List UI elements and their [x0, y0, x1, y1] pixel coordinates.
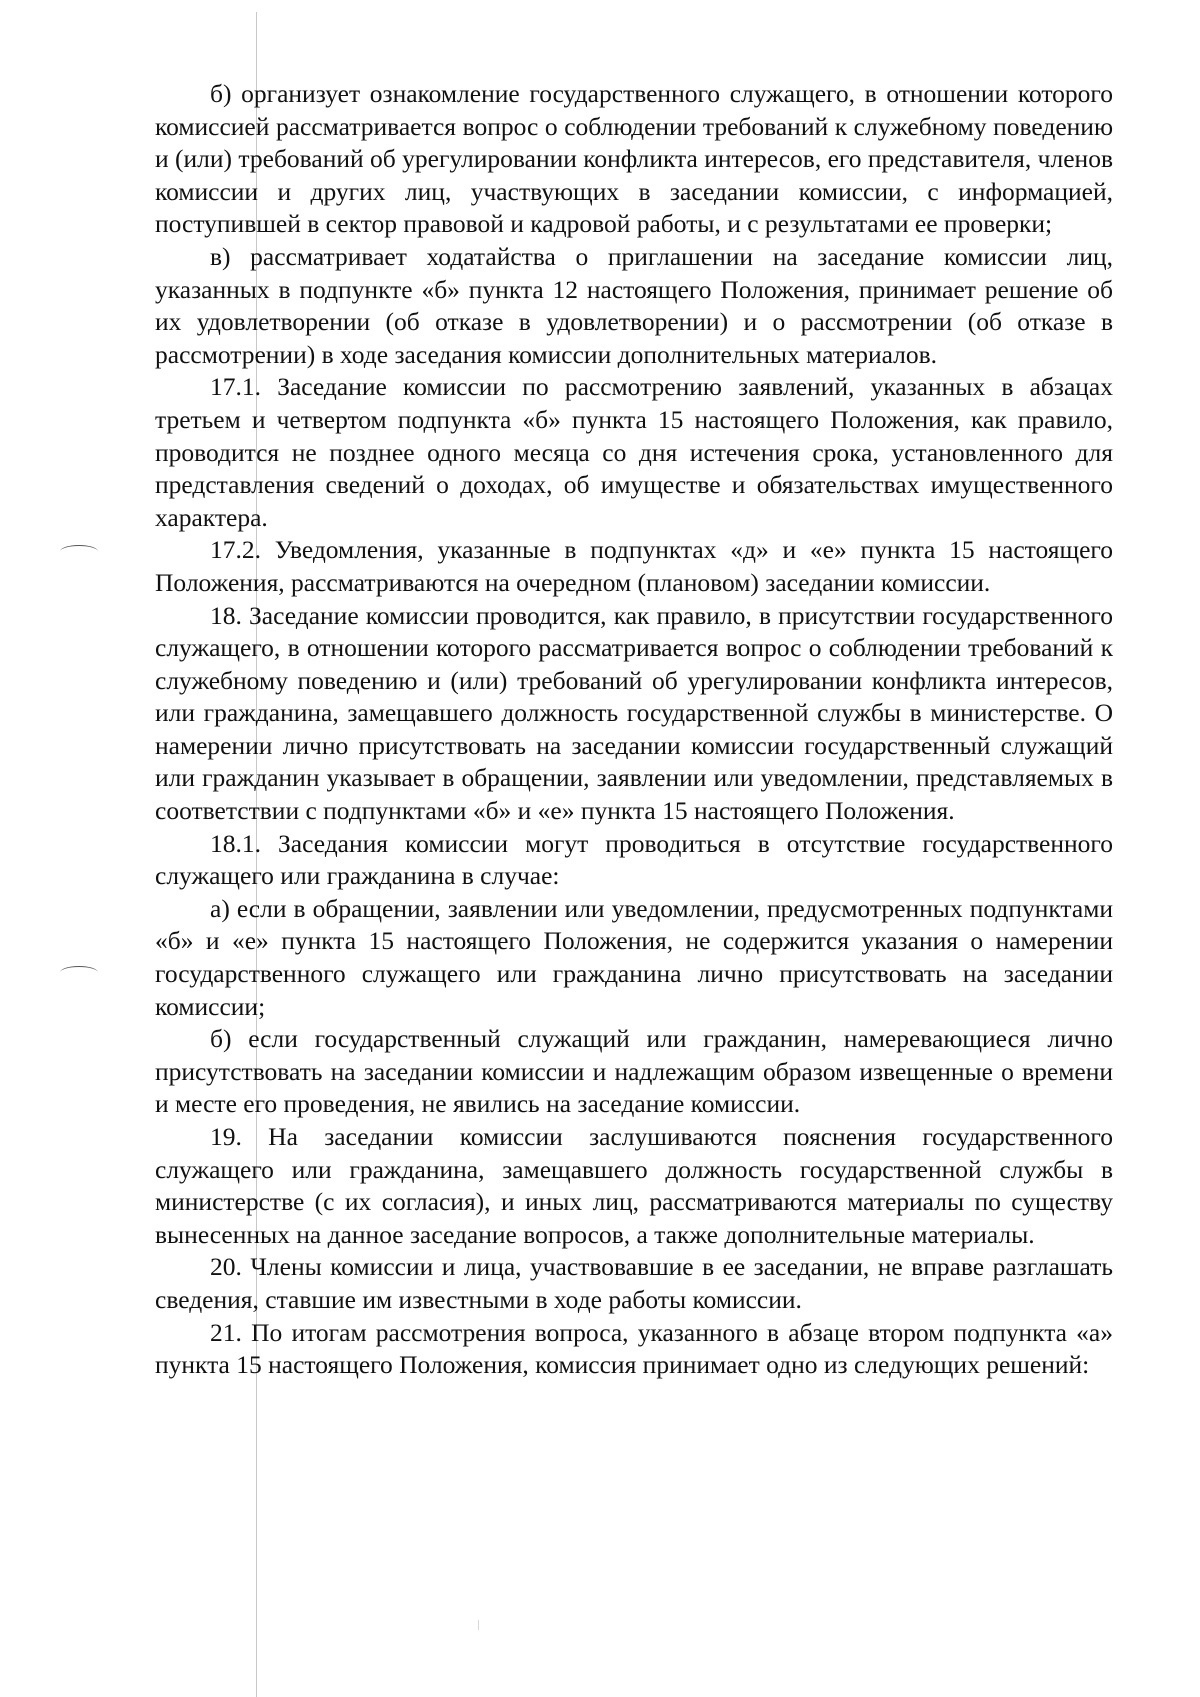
paragraph-b-familiarization: б) организует ознакомление государственного служащего, в отношении которого комиссией рассматривается вопрос о соблюдении требований к служебному поведению и (или) требований об урегулировании конфликта интересов, его представителя, членов комиссии и других лиц, участвующих в заседании комиссии, с информацией, поступившей в сектор правовой и кадровой работы, и с результатами ее проверки; [155, 79, 1113, 239]
paragraph-v-petitions: в) рассматривает ходатайства о приглашении на заседание комиссии лиц, указанных в подпункте «б» пункта 12 настоящего Положения, принимает решение об их удовлетворении (об отказе в удовлетворении) и о рассмотрении (об отказе в рассмотрении) в ходе заседания комиссии дополнительных материалов. [155, 241, 1113, 369]
margin-mark [60, 545, 98, 558]
document-body [155, 78, 1113, 1382]
paragraph-18-1-b: б) если государственный служащий или гражданин, намеревающиеся лично присутствовать на заседании комиссии и надлежащим образом извещенные о времени и месте его проведения, не явились на заседание комиссии. [155, 1024, 1113, 1119]
margin-mark [60, 966, 98, 979]
paragraph-17-2: 17.2. Уведомления, указанные в подпунктах «д» и «е» пункта 15 настоящего Положения, рассматриваются на очередном (плановом) заседании комиссии. [155, 535, 1113, 597]
paragraph-18-1: 18.1. Заседания комиссии могут проводиться в отсутствие государственного служащего или гражданина в случае: [155, 828, 1113, 891]
paragraph-21: 21. По итогам рассмотрения вопроса, указанного в абзаце втором подпункта «а» пункта 15 настоящего Положения, комиссия принимает одно из следующих решений: [155, 1317, 1113, 1380]
paragraph-20: 20. Члены комиссии и лица, участвовавшие в ее заседании, не вправе разглашать сведения, ставшие им известными в ходе работы комиссии. [155, 1252, 1113, 1314]
paragraph-19: 19. На заседании комиссии заслушиваются пояснения государственного служащего или гражданина, замещавшего должность государственной службы в министерстве (с их согласия), и иных лиц, рассматриваются материалы по существу вынесенных на данное заседание вопросов, а также дополнительные материалы. [155, 1122, 1113, 1249]
paragraph-17-1: 17.1. Заседание комиссии по рассмотрению заявлений, указанных в абзацах третьем и четвертом подпункта «б» пункта 15 настоящего Положения, как правило, проводится не позднее одного месяца со дня истечения срока, установленного для представления сведений о доходах, об имуществе и обязательствах имущественного характера. [155, 372, 1113, 532]
scan-speck [478, 1620, 479, 1630]
paragraph-18-1-a: а) если в обращении, заявлении или уведомлении, предусмотренных подпунктами «б» и «е» пункта 15 настоящего Положения, не содержится указания о намерении государственного служащего или гражданина лично присутствовать на заседании комиссии; [155, 893, 1113, 1021]
paragraph-18: 18. Заседание комиссии проводится, как правило, в присутствии государственного служащего, в отношении которого рассматривается вопрос о соблюдении требований к служебному поведению и (или) требований об урегулировании конфликта интересов, или гражданина, замещавшего должность государственной службы в министерстве. О намерении лично присутствовать на заседании комиссии государственный служащий или гражданин указывает в обращении, заявлении или уведомлении, представляемых в соответствии с подпунктами «б» и «е» пункта 15 настоящего Положения. [155, 600, 1113, 826]
